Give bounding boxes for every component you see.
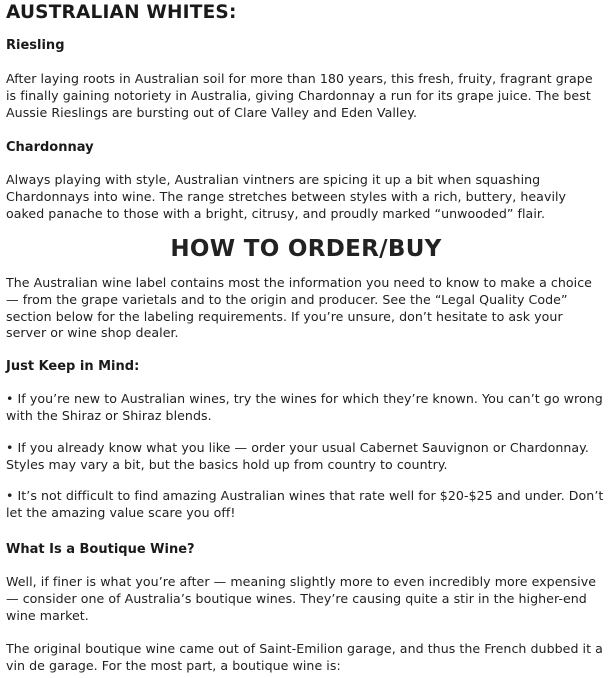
bullet-item: • It’s not difficult to find amazing Australian wines that rate well for $20-$25 and under. Don’t let the amazing value scare you off! xyxy=(6,488,604,520)
bullet-item: • If you already know what you like — order your usual Cabernet Sauvignon or Chardonnay. Styles may vary a bit, but the basics hold up from country to country. xyxy=(6,440,589,472)
boutique-paragraph: The original boutique wine came out of Saint-Emilion garage, and thus the French dubbed it a vin de garage. For the most part, a boutique wine is: xyxy=(6,641,603,673)
section-heading: AUSTRALIAN WHITES: xyxy=(6,2,237,23)
riesling-paragraph: After laying roots in Australian soil for more than 180 years, this fresh, fruity, fragrant grape is finally gaining notoriety in Australia, giving Chardonnay a run for its grape juice. The best Aussie Rieslings are bursting out of Clare Valley and Eden Valley. xyxy=(6,71,593,120)
keep-in-mind-heading: Just Keep in Mind: xyxy=(6,359,140,374)
chardonnay-paragraph: Always playing with style, Australian vintners are spicing it up a bit when squashing Chardonnays into wine. The range stretches between styles with a rich, buttery, heavily oaked panache to those with a bright, citrusy, and proudly marked “unwooded” flair. xyxy=(6,172,567,221)
bullet-item: • If you’re new to Australian wines, try the wines for which they’re known. You can’t go wrong with the Shiraz or Shiraz blends. xyxy=(6,391,603,423)
boutique-paragraph: Well, if finer is what you’re after — meaning slightly more to even incredibly more expensive — consider one of Australia’s boutique wines. They’re causing quite a stir in the higher-end wine market. xyxy=(6,574,596,623)
how-to-order-title: HOW TO ORDER/BUY xyxy=(170,236,442,262)
riesling-heading: Riesling xyxy=(6,38,65,53)
how-to-order-paragraph: The Australian wine label contains most the information you need to know to make a choice — from the grape varietals and to the origin and producer. See the “Legal Quality Code” section below for the labeling requirements. If you’re unsure, don’t hesitate to ask your server or wine shop dealer. xyxy=(6,275,592,341)
chardonnay-heading: Chardonnay xyxy=(6,140,94,155)
boutique-heading: What Is a Boutique Wine? xyxy=(6,542,195,557)
